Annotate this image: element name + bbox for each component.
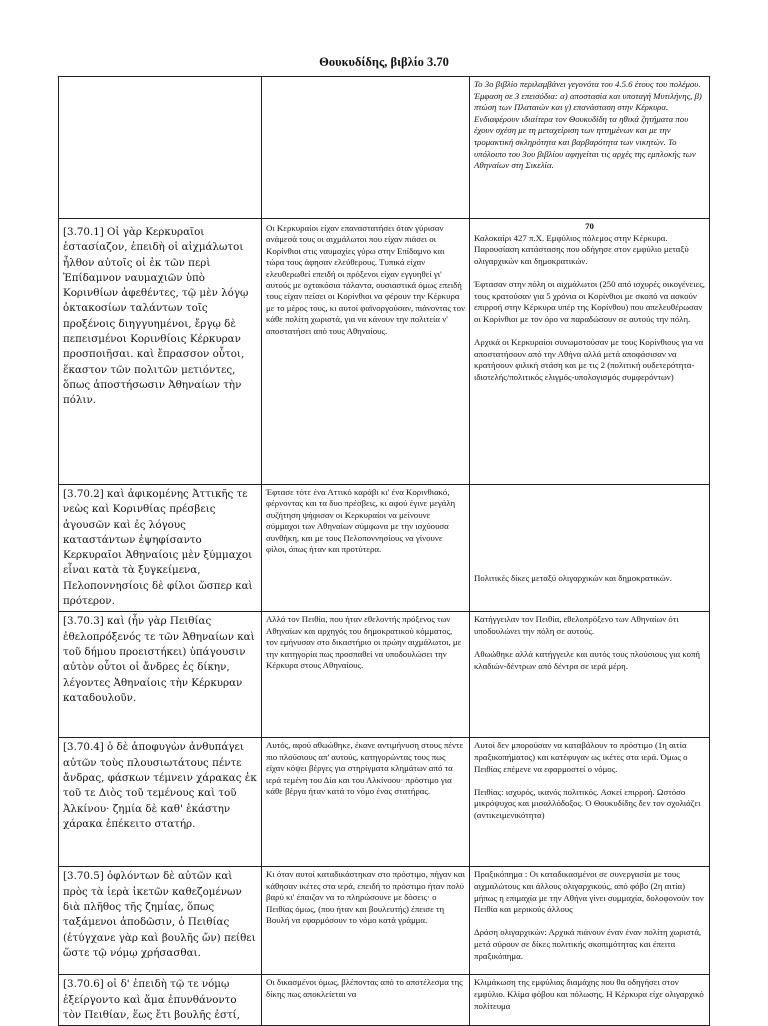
translation-cell bbox=[262, 975, 470, 1026]
greek-cell bbox=[59, 612, 262, 738]
table-row bbox=[59, 219, 710, 485]
translation-cell-empty bbox=[262, 77, 470, 219]
greek-text: [3.70.5] ὀφλόντων δὲ αὐτῶν καὶ πρὸς τὰ ἱερὰ ἱκετῶν καθεζομένων διὰ πλῆθος τῆς ζημίας, ὅπως ταξάμενοι ἀποδῶσιν, ὁ Πειθίας (ἐτύγχανε γὰρ καὶ βουλῆς ὤν) πείθει ὥστε τῷ νόμῳ χρήσασθαι. bbox=[63, 870, 256, 959]
greek-text: [3.70.4] ὁ δὲ ἀποφυγὼν ἀνθυπάγει αὐτῶν τοὺς πλουσιωτάτους πέντε ἄνδρας, φάσκων τέμνειν χάρακας ἐκ τοῦ τε Διὸς τοῦ τεμένους καὶ τοῦ Ἀλκίνου· ζημία δὲ καθ' ἑκάστην χάρακα ἐπέκειτο στατήρ. bbox=[63, 741, 257, 830]
greek-cell bbox=[59, 219, 262, 485]
translation-text: Αυτός, αφού αθωώθηκε, έκανε αντιμήνυση στους πέντε πιο πλούσιους απ' αυτούς, κατηγορώντας τους πως είχαν κόψει βέργες για στηρίγματα κλημάτων από τα ιερά τεμένη του Δία και του Αλκίνοου· πρόστιμο για κάθε βέργα ήταν κατά το νόμο ένας στατήρας. bbox=[266, 740, 464, 796]
translation-cell bbox=[262, 867, 470, 975]
text-table bbox=[58, 76, 710, 1026]
page-title: Θουκυδίδης, βιβλίο 3.70 bbox=[319, 55, 449, 69]
greek-text: [3.70.6] οἱ δ' ἐπειδὴ τῷ τε νόμῳ ἐξείργοντο καὶ ἅμα ἐπυνθάνοντο τὸν Πειθίαν, ἕως ἔτι βουλῆς ἐστί, bbox=[63, 978, 240, 1021]
commentary-cell bbox=[470, 867, 710, 975]
commentary-intro-cell bbox=[470, 77, 710, 219]
table-row-intro bbox=[59, 77, 710, 219]
table-row bbox=[59, 738, 710, 867]
translation-text: Έφτασε τότε ένα Αττικό καράβι κι' ένα Κορινθιακό, φέρνοντας και τα δυο πρέσβεις, κι αφού έγινε μεγάλη συζήτηση ψήφισαν οι Κερκυραίοι να μείνουνε σύμμαχοι των Αθηναίων σύμφωνα με την ισχύουσα συνθήκη, και με τους Πελοποννησίους να γίνουνε φίλοι, όπως ήταν και προτύτερα. bbox=[266, 487, 456, 555]
commentary-cell bbox=[470, 612, 710, 738]
greek-text: [3.70.2] καὶ ἀφικομένης Ἀττικῆς τε νεὼς καὶ Κορινθίας πρέσβεις ἀγουσῶν καὶ ἐς λόγους καταστάντων ἐψηφίσαντο Κερκυραῖοι Ἀθηναίοις μὲν ξύμμαχοι εἶναι κατὰ τὰ ξυγκείμενα, Πελοποννησίοις δὲ φίλοι ὥσπερ καὶ πρότερον. bbox=[63, 488, 253, 608]
commentary-text: Κλιμάκωση της εμφύλιας διαμάχης που θα οδηγήσει στον εμφύλιο. Κλίμα φόβου και πόλωσης. Η Κέρκυρα είχε ολιγαρχικό πολίτευμα bbox=[474, 977, 704, 1011]
commentary-cell bbox=[470, 485, 710, 612]
translation-cell bbox=[262, 485, 470, 612]
greek-text: [3.70.1] Οἱ γὰρ Κερκυραῖοι ἐστασίαζον, ἐπειδὴ οἱ αἰχμάλωτοι ἦλθον αὐτοῖς οἱ ἐκ τῶν περὶ Ἐπίδαμνον ναυμαχιῶν ὑπὸ Κορινθίων ἀφεθέντες, τῷ μὲν λόγῳ ὀκτακοσίων ταλάντων τοῖς προξένοις διηγγυημένοι, ἔργῳ δὲ πεπεισμένοι Κορινθίοις Κέρκυραν προσποιῆσαι. καὶ ἔπρασσον οὗτοι, ἕκαστον τῶν πολιτῶν μετιόντες, ὅπως ἀποστήσωσιν Ἀθηναίων τὴν πόλιν. bbox=[63, 226, 249, 407]
table-row bbox=[59, 975, 710, 1026]
greek-text: [3.70.3] καὶ (ἦν γὰρ Πειθίας ἐθελοπρόξενός τε τῶν Ἀθηναίων καὶ τοῦ δήμου προειστήκει) ὑπάγουσιν αὐτὸν οὗτοι οἱ ἄνδρες ἐς δίκην, λέγοντες Ἀθηναίοις τὴν Κέρκυραν καταδουλοῦν. bbox=[63, 615, 255, 704]
commentary-intro: Το 3ο βιβλίο περιλαμβάνει γεγονότα του 4.5.6 έτους του πολέμου. Έμφαση σε 3 επεισόδια: α) αποστασία και υποταγή Μυτιλήνης, β) πτώση των Πλαταιών και γ) επανάσταση στην Κέρκυρα. Ενδιαφέρουν ιδιαίτερα τον Θουκυδίδη τα ηθικά ζητήματα που έχουν σχέση με τη μεταχείριση των ηττημένων και με την τρομακτική σκληρότητα και βαρβαρότητα των νικητών. Το υπόλοιπο του 3ου βιβλίου αφηγείται τις αρχές της εμπλοκής των Αθηναίων στη Σικελία. bbox=[474, 79, 702, 171]
commentary-cell bbox=[470, 738, 710, 867]
translation-text: Οι Κερκυραίοι είχαν επαναστατήσει όταν γύρισαν ανάμεσά τους οι αιχμάλωτοι που είχαν πιάσει οι Κορίνθιοι στις ναυμαχίες γύρω στην Επίδαμνο και τώρα τους άφησαν ελεύθερους. Τυπικά είχαν ελευθερωθεί επειδή οι πρόξενοι είχαν εγγυηθεί γι' αυτούς με οχτακόσια τάλαντα, ουσιαστικά όμως επειδή τους είχαν πείσει οι Κορίνθιοι να φέρουν την Κέρκυρα με το μέρος τους, κι αυτοί φαϊνοργούσαν, πιάνοντας τον κάθε πολίτη χωριστά, για να κάνουν την πολιτεία ν' αποστατήσει από τους Αθηναίους. bbox=[266, 223, 465, 336]
translation-cell bbox=[262, 738, 470, 867]
translation-text: Αλλά τον Πειθία, που ήταν εθελοντής πρόξενος των Αθηναίων και αρχηγός του δημοκρατικού κόμματος, τον εμήνυσαν στο δικαστήριο οι πρώην αιχμάλωτοι, με την κατηγορία πως προσπαθεί να υποδουλώσει την Κέρκυρα στους Αθηναίους. bbox=[266, 614, 462, 670]
commentary-cell bbox=[470, 975, 710, 1026]
commentary-cell bbox=[470, 219, 710, 485]
greek-cell-empty bbox=[59, 77, 262, 219]
commentary-text: Κατήγγειλαν τον Πειθία, εθελοπρόξενο των Αθηναίων ότι υποδουλώνει την πόλη σε αυτούς. Αθωώθηκε αλλά κατήγγειλε και αυτός τους πλούσιους για κοπή κλαδιών-δέντρων από δέντρα σε ιερά μέρη. bbox=[474, 614, 701, 671]
commentary-text: Καλοκαίρι 427 π.Χ. Εμφύλιος πόλεμος στην Κέρκυρα. Παρουσίαση κατάστασης που οδήγησε στον εμφύλιο μεταξύ ολιγαρχικών και δημοκρατικών. Έφτασαν στην πόλη οι αιχμάλωτοι (250 από ισχυρές οικογένειες, τους κρατούσαν για 5 χρόνια οι Κορίνθιοι με σκοπό να ασκούν επιρροή στην Κέρκυρα υπέρ της Κορίνθου) που απελευθέρωσαν οι Κορίνθιοι με τον όρο να παραδώσουν σε αυτούς την πόλη. Αρχικά οι Κερκυραίοι συνωμοτούσαν με τους Κορίνθιους για να αποστατήσουν από την Αθήνα αλλά μετά αποφάσισαν να κρατήσουν φιλική στάση και με τις 2 (πολιτική ουδετερότητα-ιδιοτελής/πολιτικός ελιγμός-υπολογισμός συμφερόντων) bbox=[474, 232, 705, 382]
greek-cell bbox=[59, 975, 262, 1026]
translation-text: Κι όταν αυτοί καταδικάστηκαν στο πρόστιμο, πήγαν και κάθησαν ικέτες στα ιερά, επειδή το πρόστιμο ήταν πολύ βαρύ κι' έπαιζαν να το πληρώσουνε με δόσεις· ο Πειθίας όμως, (που ήταν και βουλευτής) έπεισε τη Βουλή να εφαρμόσουν το νόμο κατά γράμμα. bbox=[266, 869, 466, 925]
table-row bbox=[59, 612, 710, 738]
translation-cell bbox=[262, 612, 470, 738]
chapter-number: 70 bbox=[585, 221, 594, 231]
greek-cell bbox=[59, 485, 262, 612]
translation-cell bbox=[262, 219, 470, 485]
commentary-text: Πραξικόπημα : Οι καταδικασμένοι σε συνεργασία με τους αιχμαλώτους και άλλους ολιγαρχικούς, από φόβο (2η αιτία) μήπως η επιμαχία με την Αθήνα γίνει συμμαχία, δολοφονούν τον Πειθία και μερικούς άλλους Δράση ολιγαρχικών: Αρχικά πιάνουν έναν έναν πολίτη χωριστά, μετά σύρουν σε δίκες πολιτικής σκοπιμότητας και έπειτα πραξικόπημα. bbox=[474, 869, 704, 961]
commentary-text: Πολιτικές δίκες μεταξύ ολιγαρχικών και δημοκρατικών. bbox=[474, 573, 672, 583]
translation-text: Οι δικασμένοι όμως, βλέποντας από το αποτέλεσμα της δίκης πως αποκλείεται να bbox=[266, 977, 463, 999]
commentary-text: Αυτοί δεν μπορούσαν να καταβάλουν το πρόστιμο (1η αιτία πραξικοπήματος) και κατέφυγαν ως ικέτες στα ιερά. Όμως ο Πειθίας επέμενε να εφαρμοστεί ο νόμος. Πειθίας: ισχυρός, ικανός πολιτικός. Ασκεί επιρροή. Ωστόσο μικρόψυχος και μισαλλόδοξος. Ο Θουκυδίδης δεν τον σχολιάζει (αντικειμενικότητα) bbox=[474, 740, 701, 820]
table-row bbox=[59, 485, 710, 612]
greek-cell bbox=[59, 738, 262, 867]
greek-cell bbox=[59, 867, 262, 975]
table-row bbox=[59, 867, 710, 975]
